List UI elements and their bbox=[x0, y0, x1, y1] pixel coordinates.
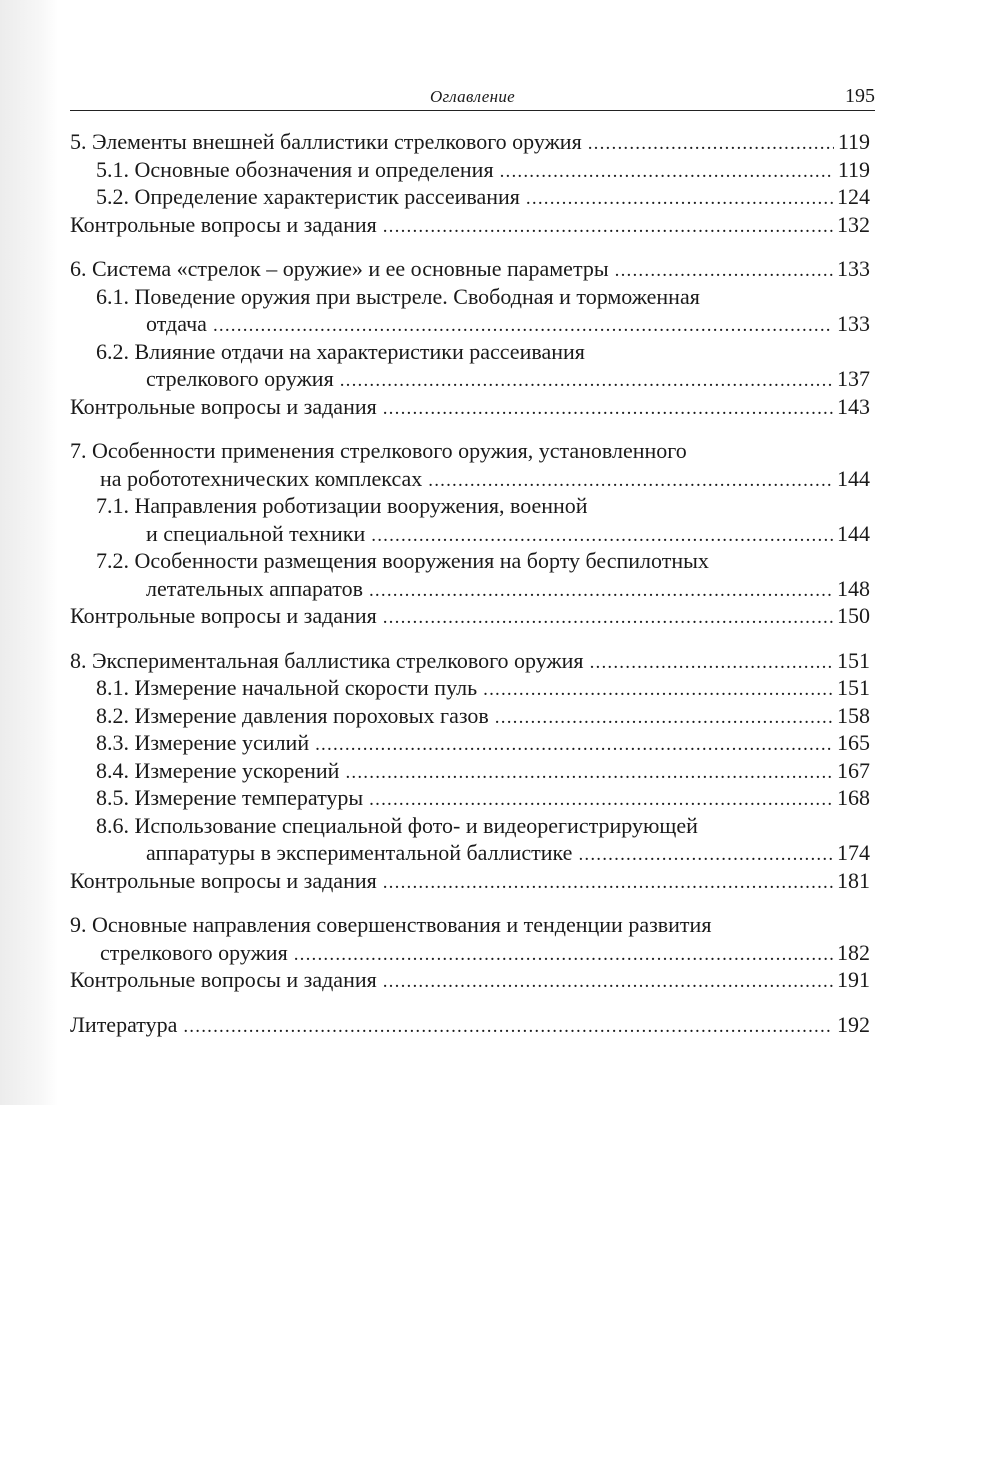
toc-entry-5-1[interactable]: 5.1. Основные обозначения и определения ..... 119 bbox=[70, 156, 870, 184]
toc-page: 144 bbox=[837, 465, 870, 491]
table-of-contents bbox=[70, 128, 870, 1038]
toc-page: 119 bbox=[837, 156, 870, 182]
toc-page: 144 bbox=[837, 520, 870, 546]
toc-entry-7-1[interactable]: и специальной техники ..... 144 bbox=[70, 520, 870, 548]
toc-entry-8-5[interactable]: 8.5. Измерение температуры ..... 168 bbox=[70, 784, 870, 812]
toc-page: 158 bbox=[837, 702, 870, 728]
toc-entry-questions-7[interactable]: Контрольные вопросы и задания ..... 150 bbox=[70, 602, 870, 630]
toc-entry-6[interactable]: 6. Система «стрелок – оружие» и ее основные параметры ..... 133 bbox=[70, 255, 870, 283]
toc-page: 132 bbox=[837, 211, 870, 237]
toc-entry-8[interactable]: 8. Экспериментальная баллистика стрелкового оружия ..... 151 bbox=[70, 647, 870, 675]
toc-entry-6-1[interactable]: отдача ..... 133 bbox=[70, 310, 870, 338]
toc-entry-questions-8[interactable]: Контрольные вопросы и задания ..... 181 bbox=[70, 867, 870, 895]
toc-page: 133 bbox=[837, 256, 870, 281]
toc-page: 119 bbox=[837, 129, 870, 154]
toc-entry-questions-6[interactable]: Контрольные вопросы и задания ..... 143 bbox=[70, 393, 870, 421]
toc-page: 151 bbox=[837, 647, 870, 673]
toc-entry-6-2-line1[interactable]: 6.2. Влияние отдачи на характеристики рассеивания bbox=[96, 338, 585, 364]
running-header bbox=[70, 86, 875, 111]
toc-entry-questions-9[interactable]: Контрольные вопросы и задания ..... 191 bbox=[70, 966, 870, 994]
toc-page: 191 bbox=[837, 967, 870, 992]
toc-entry-7-1-line1[interactable]: 7.1. Направления роботизации вооружения, военной bbox=[96, 493, 588, 518]
toc-page: 165 bbox=[837, 730, 870, 755]
toc-page: 174 bbox=[837, 840, 870, 865]
toc-page: 124 bbox=[837, 184, 870, 209]
toc-entry-8-2[interactable]: 8.2. Измерение давления пороховых газов ..... 158 bbox=[70, 702, 870, 730]
toc-entry-8-6[interactable]: аппаратуры в экспериментальной баллистике ..... 174 bbox=[70, 839, 870, 867]
toc-entry-5[interactable]: 5. Элементы внешней баллистики стрелкового оружия ..... 119 bbox=[70, 128, 870, 156]
toc-page: 167 bbox=[837, 757, 870, 783]
toc-page: 150 bbox=[837, 603, 870, 628]
toc-page: 168 bbox=[837, 785, 870, 810]
toc-entry-questions-5[interactable]: Контрольные вопросы и задания ..... 132 bbox=[70, 211, 870, 239]
header-title: Оглавление bbox=[429, 87, 516, 106]
toc-page: 148 bbox=[837, 575, 870, 601]
toc-entry-7-line1[interactable]: 7. Особенности применения стрелкового оружия, установленного bbox=[70, 438, 687, 463]
toc-entry-6-2[interactable]: стрелкового оружия ..... 137 bbox=[70, 365, 870, 393]
toc-page: 192 bbox=[837, 1011, 870, 1037]
toc-entry-9[interactable]: стрелкового оружия ..... 182 bbox=[70, 939, 870, 967]
toc-entry-7-2-line1[interactable]: 7.2. Особенности размещения вооружения на борту беспилотных bbox=[96, 548, 709, 573]
toc-entry-7[interactable]: на робототехнических комплексах ..... 144 bbox=[70, 465, 870, 493]
page-edge-shadow bbox=[0, 0, 58, 1105]
toc-page: 143 bbox=[837, 393, 870, 419]
toc-entry-8-1[interactable]: 8.1. Измерение начальной скорости пуль ..... 151 bbox=[70, 674, 870, 702]
toc-page: 133 bbox=[837, 311, 870, 336]
toc-entry-8-4[interactable]: 8.4. Измерение ускорений ..... 167 bbox=[70, 757, 870, 785]
toc-entry-9-line1[interactable]: 9. Основные направления совершенствования и тенденции развития bbox=[70, 912, 712, 937]
toc-entry-8-6-line1[interactable]: 8.6. Использование специальной фото- и видеорегистрирующей bbox=[96, 812, 698, 838]
toc-entry-literature[interactable]: Литература ..... 192 bbox=[70, 1011, 870, 1039]
toc-page: 137 bbox=[837, 366, 870, 391]
toc-page: 181 bbox=[837, 867, 870, 893]
toc-entry-8-3[interactable]: 8.3. Измерение усилий ..... 165 bbox=[70, 729, 870, 757]
toc-entry-5-2[interactable]: 5.2. Определение характеристик рассеивания ..... 124 bbox=[70, 183, 870, 211]
page-number: 195 bbox=[845, 85, 875, 107]
toc-page: 151 bbox=[837, 675, 870, 700]
toc-entry-6-1-line1[interactable]: 6.1. Поведение оружия при выстреле. Свободная и торможенная bbox=[96, 283, 700, 309]
toc-entry-7-2[interactable]: летательных аппаратов ..... 148 bbox=[70, 575, 870, 603]
toc-page: 182 bbox=[837, 939, 870, 965]
